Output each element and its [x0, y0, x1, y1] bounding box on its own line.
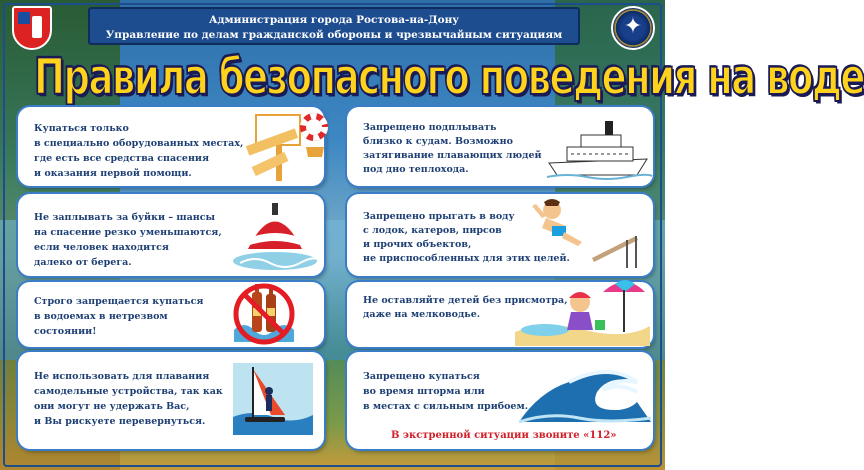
ship-icon [547, 119, 652, 179]
rule-text: Купаться только в специально оборудованных местах, где есть все средства спасения и оказания первой помощи. [34, 123, 244, 179]
header-line1: Администрация города Ростова-на-Дону [208, 14, 460, 26]
child-beach-icon [515, 272, 650, 346]
rule-card-right-3 [347, 282, 653, 347]
poster-title: Правила безопасного поведения на воде [34, 48, 864, 107]
wave-icon [519, 352, 651, 428]
rule-text: Не заплывать за буйки – шансы на спасение резко уменьшаются, если человек находится далеко от берега. [34, 212, 222, 268]
rule-card-right-1 [347, 107, 653, 186]
rule-text: Не использовать для плавания самодельные устройства, так как они могут не удержать Вас, и Вы рискуете перевернуться. [34, 371, 223, 427]
rule-card-right-4 [347, 352, 653, 449]
windsurfer-icon [223, 357, 318, 442]
rule-card-right-2 [347, 194, 653, 276]
rescue-station-icon [236, 107, 326, 187]
city-emblem-icon [12, 6, 52, 50]
rule-text: Не оставляйте детей без присмотра, даже на мелководье. [363, 295, 568, 320]
rule-text: Запрещено подплывать близко к судам. Возможно затягивание плавающих людей под дно теплохода. [363, 122, 542, 175]
header-banner [88, 7, 580, 45]
emergency-call-notice: В экстренной ситуации звоните «112» [391, 430, 617, 441]
no-alcohol-icon [224, 280, 304, 348]
header-line2: Управление по делам гражданской обороны и чрезвычайным ситуациям [105, 29, 563, 41]
rule-text: Запрещено купаться во время шторма или в местах с сильным прибоем. [363, 371, 529, 412]
buoy-icon [230, 199, 320, 274]
diving-boy-icon [532, 196, 647, 274]
civil-defense-emblem-icon: ✦ [611, 6, 655, 50]
rule-card-left-3 [18, 282, 324, 347]
rule-text: Строго запрещается купаться в водоемах в нетрезвом состоянии! [34, 296, 204, 337]
rule-card-left-1 [18, 107, 324, 186]
rule-card-left-4 [18, 352, 324, 449]
rule-card-left-2 [18, 194, 324, 276]
rule-text: Запрещено прыгать в воду с лодок, катеров, пирсов и прочих объектов, не приспособленных для этих целей. [363, 211, 570, 264]
